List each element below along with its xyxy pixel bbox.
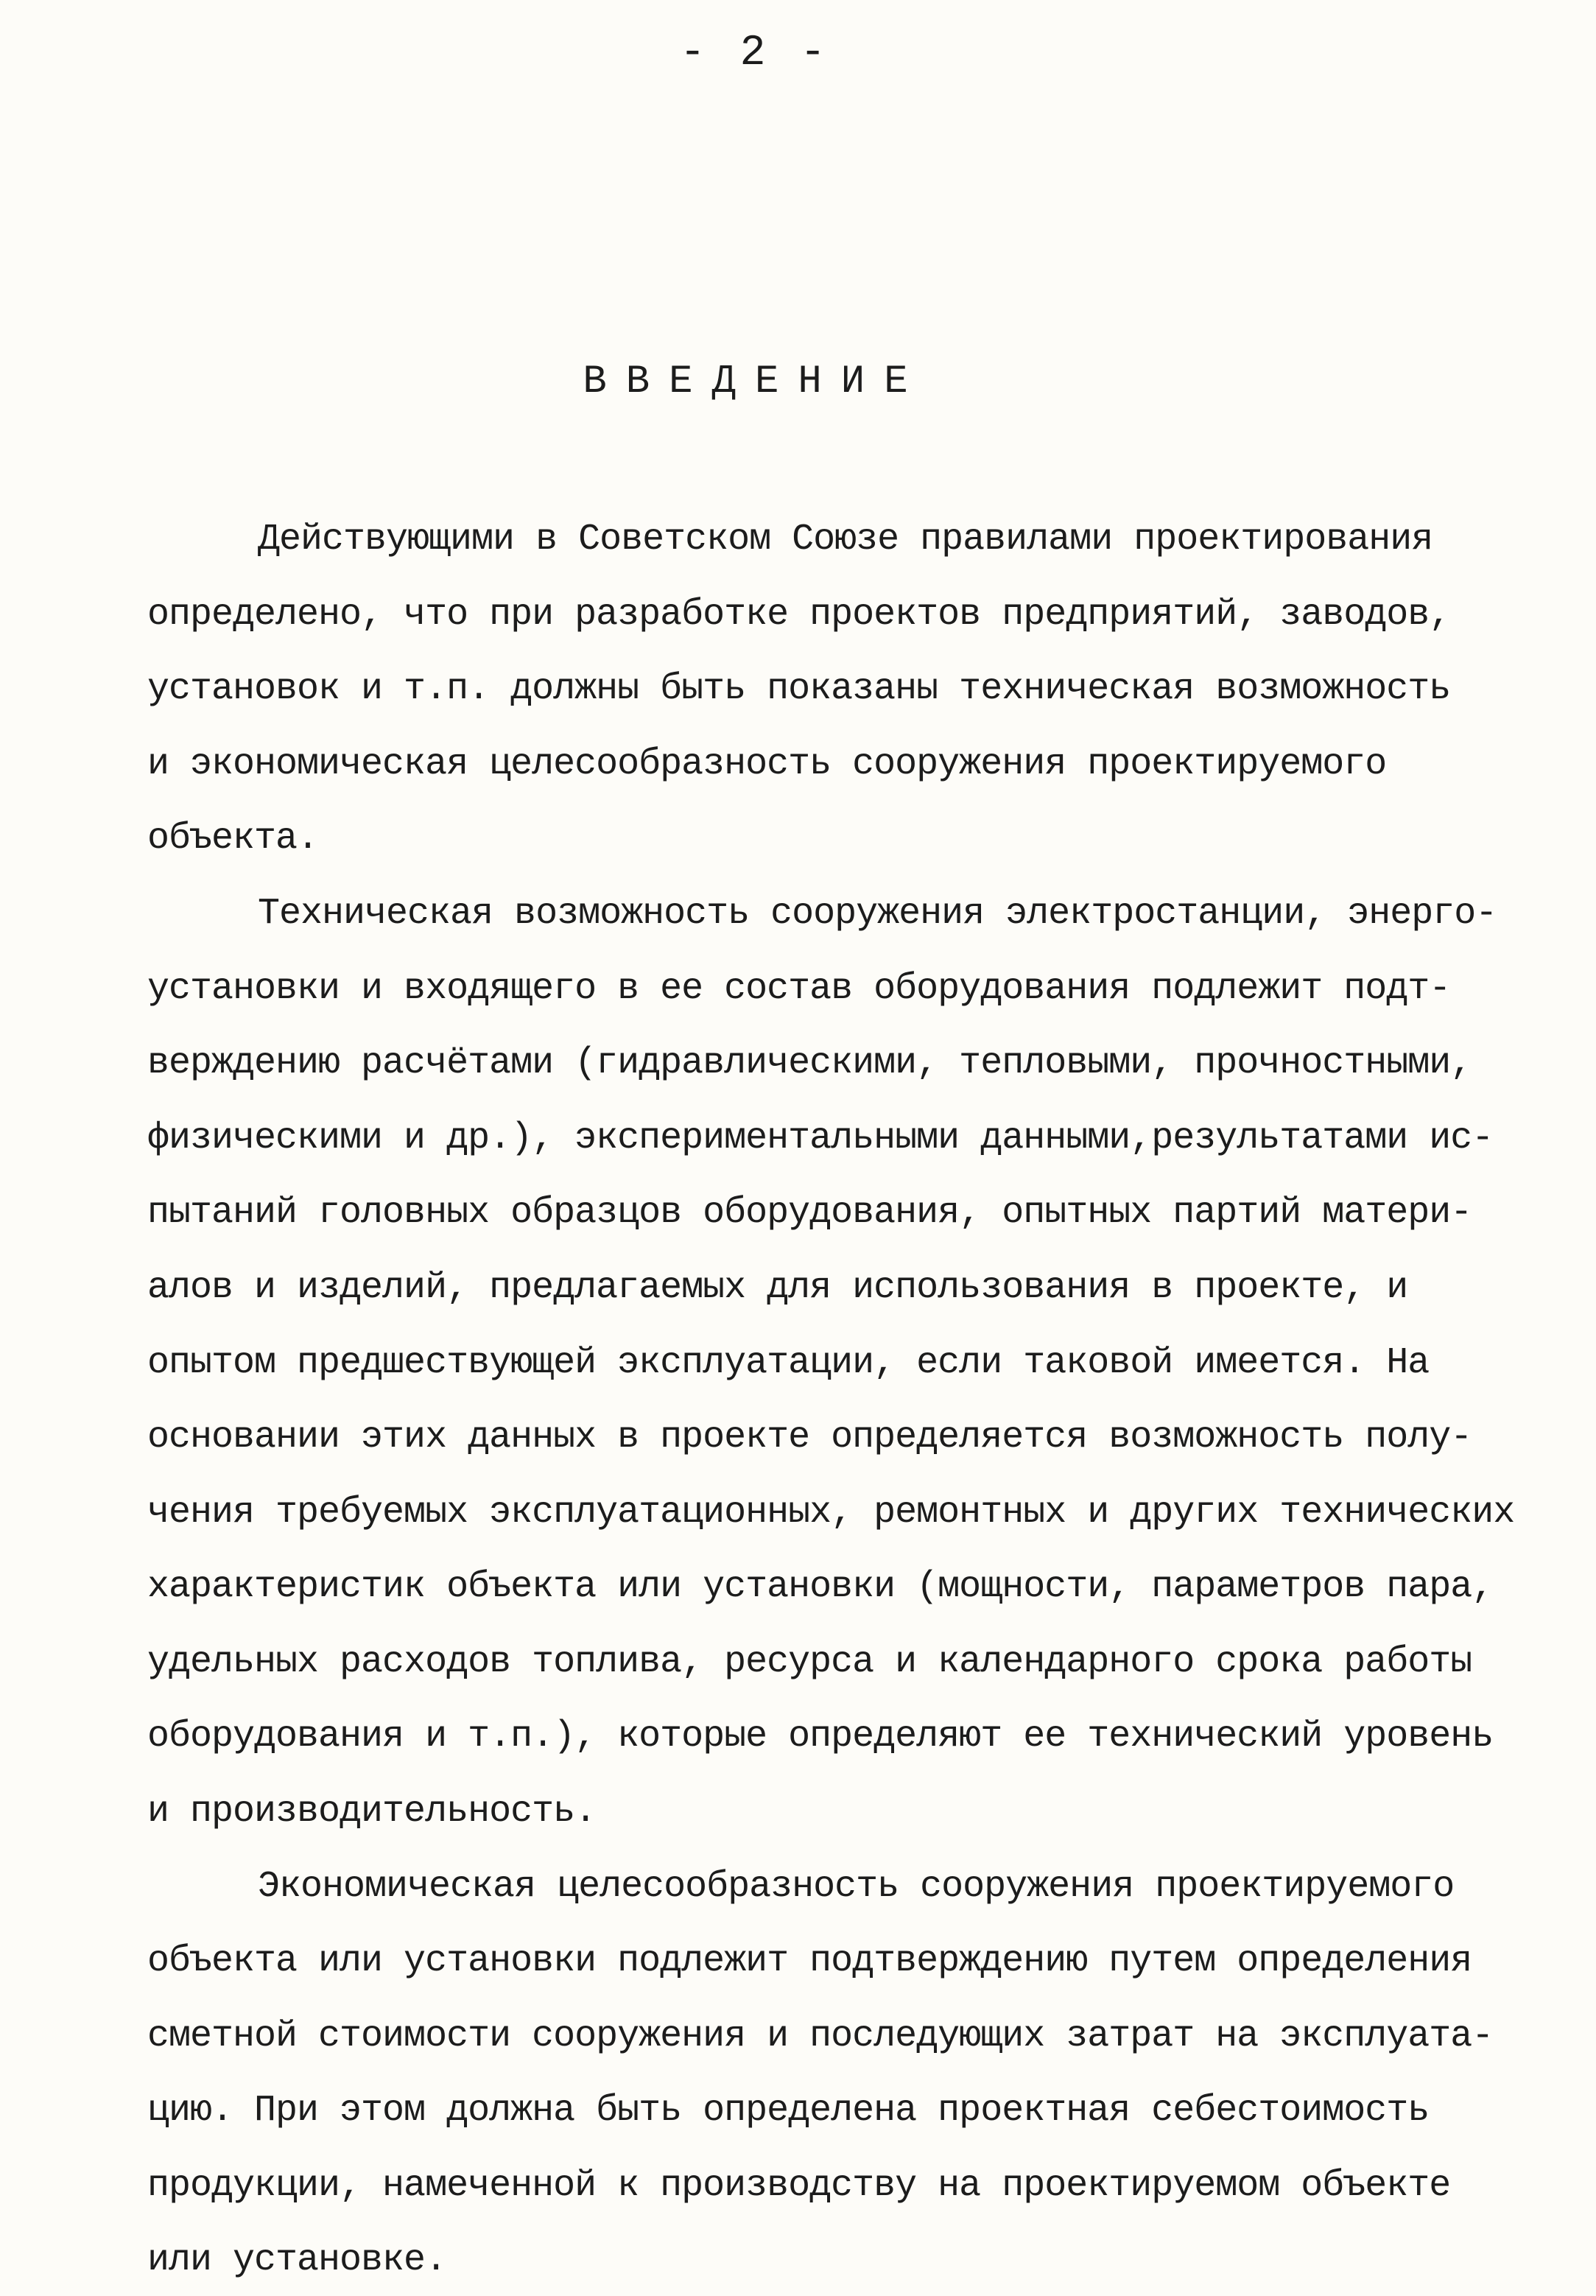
- paragraph-line: основании этих данных в проекте определяется возможность полу-: [147, 1416, 1472, 1458]
- paragraph-line: объекта или установки подлежит подтверждению путем определения: [147, 1940, 1472, 1982]
- paragraph-line: опытом предшествующей эксплуатации, если таковой имеется. На: [147, 1342, 1430, 1384]
- paragraph-line: установки и входящего в ее состав оборудования подлежит подт-: [147, 968, 1451, 1010]
- paragraph-line: удельных расходов топлива, ресурса и календарного срока работы: [147, 1641, 1472, 1683]
- paragraph-line: верждению расчётами (гидравлическими, тепловыми, прочностными,: [147, 1042, 1472, 1084]
- paragraph-line: установок и т.п. должны быть показаны техническая возможность: [147, 668, 1451, 710]
- paragraph-line: сметной стоимости сооружения и последующих затрат на эксплуата-: [147, 2015, 1494, 2057]
- section-heading: ВВЕДЕНИЕ: [583, 359, 927, 404]
- page-number: - 2 -: [679, 29, 831, 77]
- paragraph-line: или установке.: [147, 2239, 447, 2281]
- paragraph-line: Техническая возможность сооружения электростанции, энерго-: [258, 893, 1497, 935]
- paragraph-line: и производительность.: [147, 1791, 597, 1833]
- paragraph-line: оборудования и т.п.), которые определяют ее технический уровень: [147, 1716, 1494, 1758]
- paragraph-line: физическими и др.), экспериментальными данными,результатами ис-: [147, 1117, 1494, 1159]
- paragraph-line: определено, что при разработке проектов предприятий, заводов,: [147, 594, 1451, 636]
- paragraph-line: и экономическая целесообразность сооружения проектируемого: [147, 743, 1387, 785]
- paragraph-line: Действующими в Советском Союзе правилами проектирования: [258, 519, 1433, 561]
- paragraph-line: пытаний головных образцов оборудования, опытных партий матери-: [147, 1192, 1472, 1234]
- paragraph-line: Экономическая целесообразность сооружения проектируемого: [258, 1866, 1455, 1908]
- paragraph-line: объекта.: [147, 818, 319, 860]
- paragraph-line: продукции, намеченной к производству на проектируемом объекте: [147, 2165, 1451, 2207]
- paragraph-line: цию. При этом должна быть определена проектная себестоимость: [147, 2090, 1430, 2132]
- paragraph-line: алов и изделий, предлагаемых для использования в проекте, и: [147, 1267, 1408, 1309]
- paragraph-line: характеристик объекта или установки (мощности, параметров пара,: [147, 1566, 1494, 1608]
- paragraph-line: чения требуемых эксплуатационных, ремонтных и других технических: [147, 1492, 1515, 1534]
